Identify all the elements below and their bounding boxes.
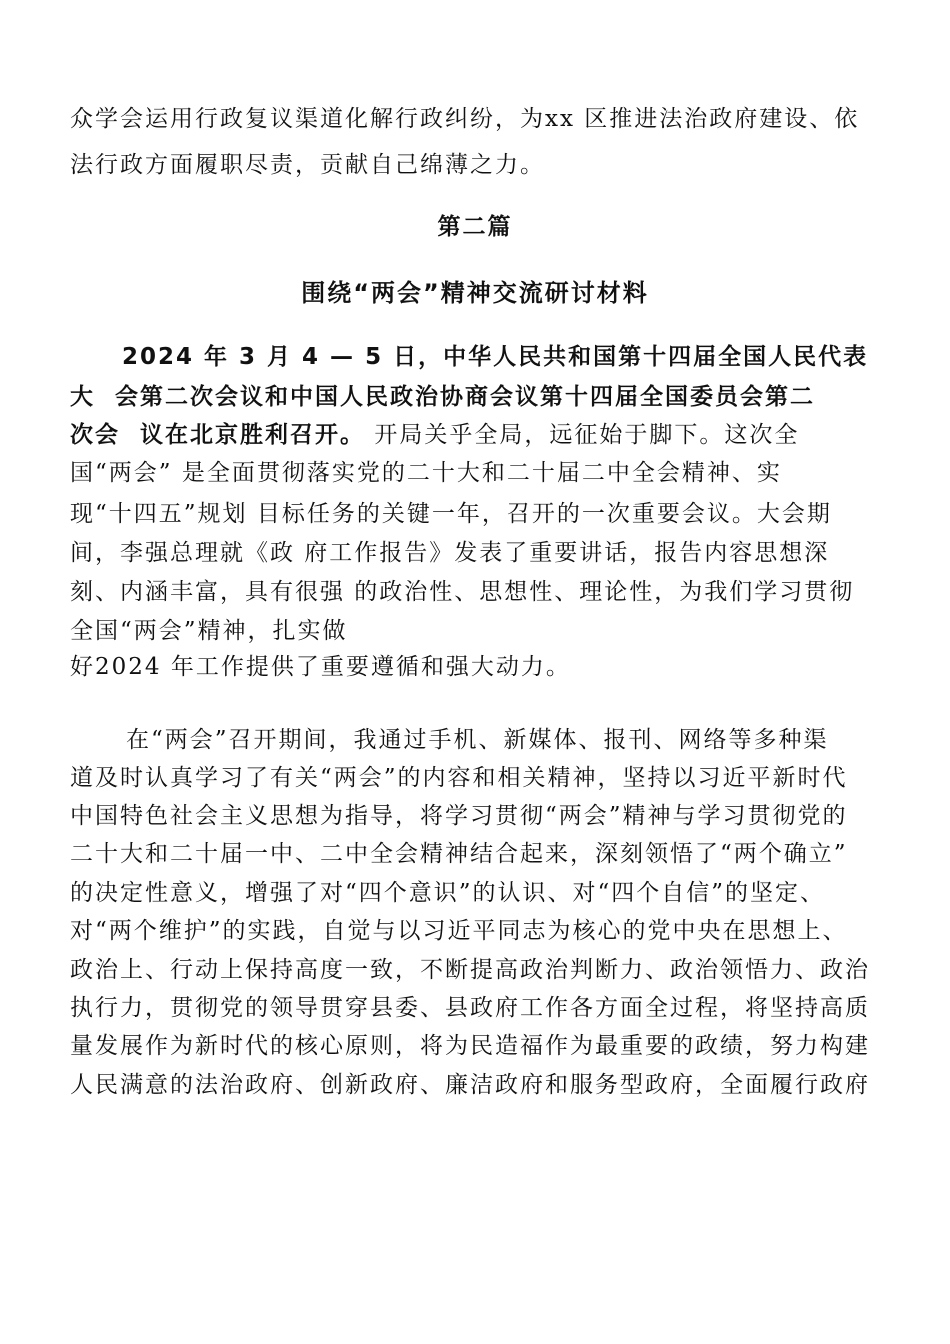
para2-line-3: 中国特色社会主义思想为指导，将学习贯彻“两会”精神与学习贯彻党的 <box>70 803 848 829</box>
section-label: 第二篇 <box>437 214 513 240</box>
para1-line-5: 现“十四五”规划 目标任务的关键一年，召开的一次重要会议。大会期 <box>70 501 832 527</box>
para1-line-7: 刻、内涵丰富，具有很强 的政治性、思想性、理论性，为我们学习贯彻 <box>70 579 855 605</box>
para2-line-4: 二十大和二十届一中、二中全会精神结合起来，深刻领悟了“两个确立” <box>70 841 848 867</box>
para2-line-10: 人民满意的法治政府、创新政府、廉洁政府和服务型政府，全面履行政府 <box>70 1072 870 1098</box>
para1-line-3 <box>70 418 885 452</box>
para1-line-4: 国“两会” 是全面贯彻落实党的二十大和二十届二中全会精神、实 <box>70 460 782 486</box>
para2-line-1: 在“两会”召开期间，我通过手机、新媒体、报刊、网络等多种渠 <box>126 727 829 753</box>
document-title: 围绕“两会”精神交流研讨材料 <box>301 279 649 307</box>
para1-line-3-bold: 次会 议在北京胜利召开。 <box>70 422 366 448</box>
intro-line-1: 众学会运用行政复议渠道化解行政纠纷，为xx 区推进法治政府建设、依 <box>70 106 860 132</box>
para2-line-9: 量发展作为新时代的核心原则，将为民造福作为最重要的政绩，努力构建 <box>70 1033 870 1059</box>
intro-line-2: 法行政方面履职尽责，贡献自己绵薄之力。 <box>70 152 545 178</box>
para2-line-2: 道及时认真学习了有关“两会”的内容和相关精神，坚持以习近平新时代 <box>70 765 848 791</box>
para2-line-8: 执行力，贯彻党的领导贯穿县委、县政府工作各方面全过程，将坚持高质 <box>70 995 870 1021</box>
para1-line-2: 大 会第二次会议和中国人民政治协商会议第十四届全国委员会第二 <box>70 384 816 410</box>
para1-line-6: 间，李强总理就《政 府工作报告》发表了重要讲话，报告内容思想深 <box>70 540 830 566</box>
para2-line-5: 的决定性意义，增强了对“四个意识”的认识、对“四个自信”的坚定、 <box>70 880 826 906</box>
para1-line-3-rest: 开局关乎全局，远征始于脚下。这次全 <box>365 422 800 448</box>
para1-line-9: 好2024 年工作提供了重要遵循和强大动力。 <box>70 654 571 680</box>
para2-line-6: 对“两个维护”的实践，自觉与以习近平同志为核心的党中央在思想上、 <box>70 918 848 944</box>
para1-line-1: 2024 年 3 月 4 — 5 日，中华人民共和国第十四届全国人民代表 <box>122 344 869 370</box>
para1-line-8: 全国“两会”精神，扎实做 <box>70 618 348 644</box>
para2-line-7: 政治上、行动上保持高度一致，不断提高政治判断力、政治领悟力、政治 <box>70 957 870 983</box>
